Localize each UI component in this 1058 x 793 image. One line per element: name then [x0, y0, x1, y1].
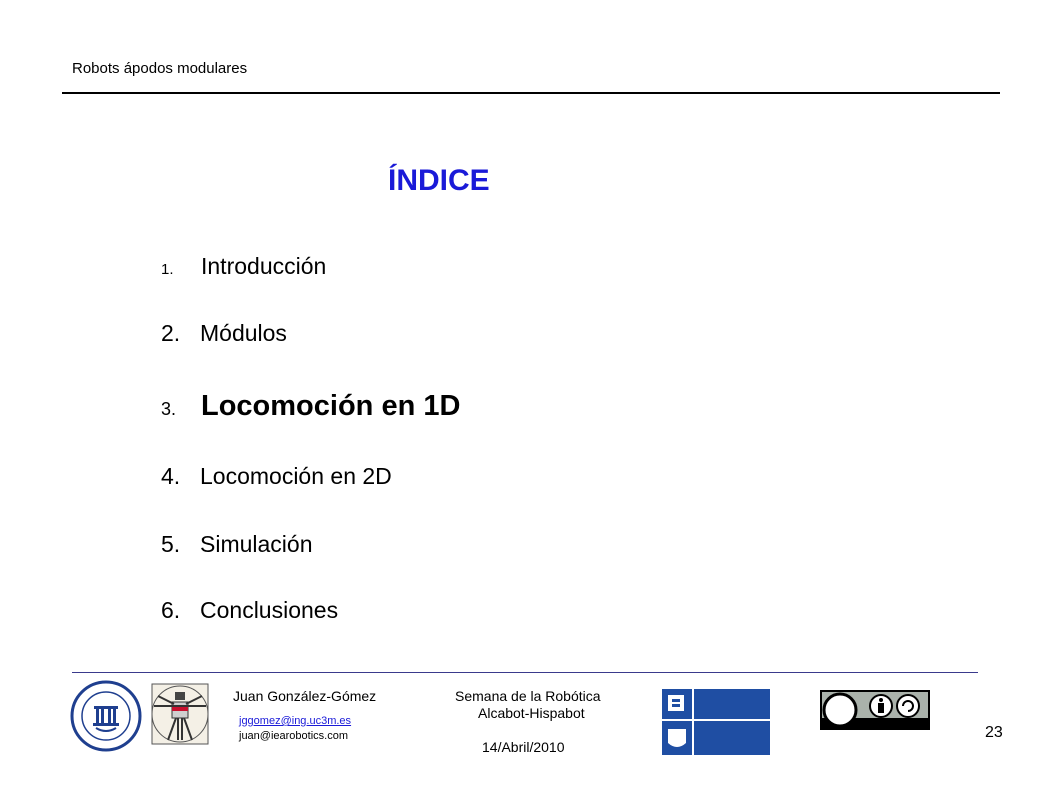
toc-label: Conclusiones [200, 597, 339, 623]
event-name: Semana de la Robótica [455, 688, 601, 704]
toc-number: 2. [161, 320, 181, 346]
toc-item-locomocion-1d [161, 390, 460, 423]
toc-item-modulos [161, 320, 287, 347]
toc-item-conclusiones [161, 597, 338, 624]
toc-label: Introducción [201, 253, 327, 279]
page-number: 23 [985, 724, 1003, 741]
toc-number: 1. [161, 261, 174, 278]
event-date: 14/Abril/2010 [482, 739, 565, 755]
event-subtitle: Alcabot-Hispabot [478, 705, 585, 721]
toc-label: Locomoción en 2D [200, 463, 392, 489]
author-name: Juan González-Gómez [233, 688, 377, 704]
toc-number: 5. [161, 531, 181, 557]
toc-item-simulacion [161, 531, 313, 558]
author-email-alt: juan@iearobotics.com [239, 730, 348, 742]
cc-by-sa-badge [820, 690, 930, 730]
uah-department-logo [660, 687, 772, 757]
vitruvian-robot-logo [146, 680, 214, 748]
toc-label-current: Locomoción en 1D [201, 390, 461, 422]
toc-number: 6. [161, 597, 181, 623]
toc-item-locomocion-2d [161, 463, 392, 490]
toc-number: 3. [161, 399, 177, 419]
header-title: Robots ápodos modulares [72, 60, 248, 77]
author-email-link[interactable]: jggomez@ing.uc3m.es [239, 715, 352, 727]
slide-title: ÍNDICE [388, 164, 490, 197]
header-divider [62, 92, 1000, 94]
footer-divider [72, 672, 978, 673]
toc-item-introduccion [161, 253, 326, 280]
toc-number: 4. [161, 463, 181, 489]
uc3m-logo [70, 680, 142, 752]
toc-label: Simulación [200, 531, 313, 557]
toc-label: Módulos [200, 320, 287, 346]
